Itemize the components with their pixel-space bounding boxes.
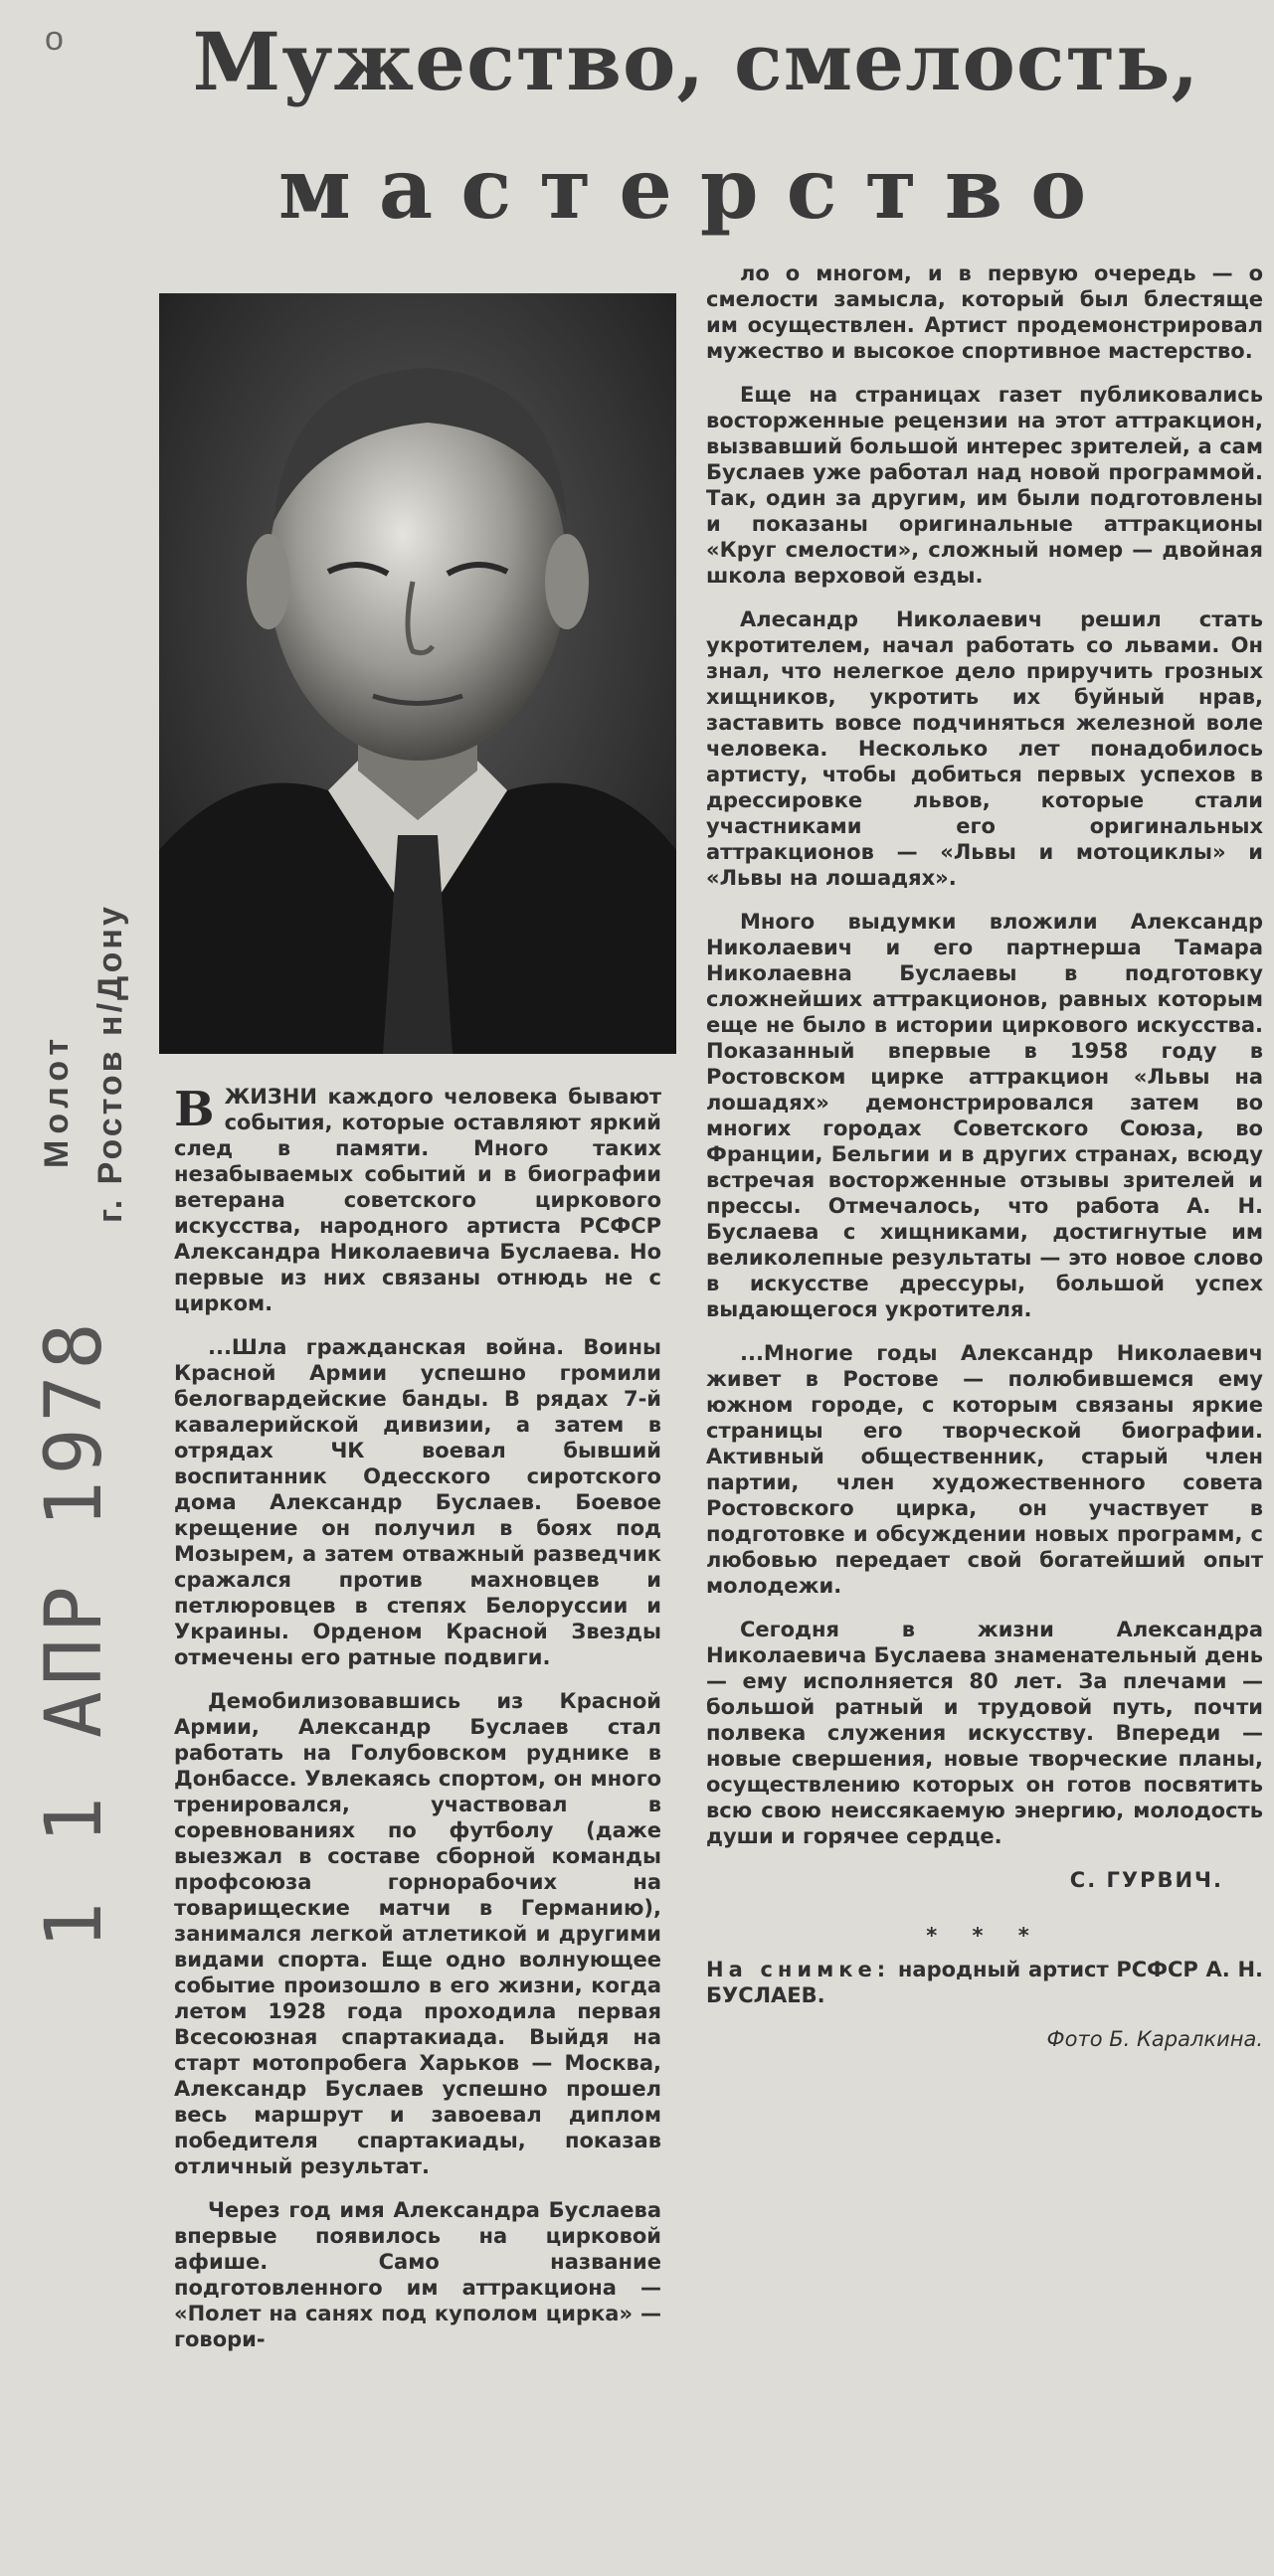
city-stamp: г. Ростов н/Дону: [91, 904, 129, 1223]
separator: * * *: [926, 1924, 1043, 1948]
paragraph-text: ЖИЗНИ каждого человека бывают события, которые оставляют яркий след в памяти. Много таких незабываемых событий и в биографии ветерана советского циркового искусства, народного артиста РСФСР Александра Николаевича Буслаева. Но первые из них связаны отнюдь не с цирком.: [174, 1085, 661, 1315]
caption-text: народный артист РСФСР А. Н. БУСЛАЕВ.: [706, 1958, 1264, 2007]
photo-caption: [706, 1957, 1263, 2008]
dropcap: В: [174, 1082, 215, 1137]
headline-line-1: Мужество, смелость,: [192, 15, 1200, 108]
article-paragraph: ...Шла гражданская война. Воины Красной Армии успешно громили белогвардейские банды. В рядах 7-й кавалерийской дивизии, а затем в отрядах ЧК воевал бывший воспитанник Одесского сиротского дома Александр Буслаев. Боевое крещение он получил в боях под Мозырем, а затем отважный разведчик сражался против махновцев и петлюровцев в степях Белоруссии и Украины. Орденом Красной Звезды отмечены его ратные подвиги.: [174, 1335, 661, 1669]
article-column-right: [706, 260, 1263, 2070]
article-paragraph: Алесандр Николаевич решил стать укротителем, начал работать со львами. Он знал, что нелегкое дело приручить грозных хищников, укротить их буйный нрав, заставить вовсе подчиняться железной воле человека. Несколько лет понадобилось артисту, чтобы добиться первых успехов в дрессировке львов, которые стали участниками его оригинальных аттракционов — «Львы и мотоциклы» и «Львы на лошадях».: [706, 607, 1263, 890]
article-paragraph: Демобилизовавшись из Красной Армии, Александр Буслаев стал работать на Голубовском руднике в Донбассе. Увлекаясь спортом, он много тренировался, участвовал в соревнованиях по футболу (даже выезжал в составе сборной команды профсоюза горнорабочих на товарищеские матчи в Германию), занимался легкой атлетикой и другими видами спорта. Еще одно волнующее событие произошло в его жизни, когда летом 1928 года проходила первая Всесоюзная спартакиада. Выйдя на старт мотопробега Харьков — Москва, Александр Буслаев успешно прошел весь маршрут и завоевал диплом победителя спартакиады, показав отличный результат.: [174, 1689, 661, 2178]
article-paragraph: Много выдумки вложили Александр Николаевич и его партнерша Тамара Николаевна Буслаевы в подготовку сложнейших аттракционов, равных которым еще не было в истории циркового искусства. Показанный впервые в 1958 году в Ростовском цирке аттракцион «Львы на лошадях» демонстрировался затем во многих городах Советского Союза, во Франции, Бельгии и в других странах, всюду встречая восторженные отзывы зрителей и прессы. Отмечалось, что работа А. Н. Буслаева с хищниками, достигнутые им великолепные результаты — это новое слово в искусстве дрессуры, большой успех выдающегося укротителя.: [706, 910, 1263, 1321]
article-paragraph: ло о многом, и в первую очередь — о смелости замысла, который был блестяще им осуществлен. Артист продемонстрировал мужество и высокое спортивное мастерство.: [706, 261, 1263, 363]
article-paragraph: Сегодня в жизни Александра Николаевича Буслаева знаменательный день — ему исполняется 80 лет. За плечами — большой ратный и трудовой путь, почти полвека служения искусству. Впереди — новые свершения, новые творческие планы, осуществлению которых он готов посвятить всю свою неиссякаемую энергию, молодость души и горячее сердце.: [706, 1618, 1263, 1848]
portrait-photo: [159, 293, 676, 1054]
caption-prefix: На снимке:: [706, 1958, 891, 1981]
article-paragraph: ...Многие годы Александр Николаевич живет в Ростове — полюбившемся ему южном городе, с которым связаны яркие страницы его творческой биографии. Активный общественник, старый член партии, член художественного совета Ростовского цирка, он участвует в подготовке и обсуждении новых программ, с любовью передает свой богатейший опыт молодежи.: [706, 1341, 1263, 1598]
corner-mark: о: [45, 20, 64, 58]
date-stamp: 1 1 АПР 1978: [30, 1316, 119, 1949]
article-paragraph: Через год имя Александра Буслаева впервые появилось на цирковой афише. Само название подготовленного им аттракциона — «Полет на санях под куполом цирка» — говори-: [174, 2198, 661, 2351]
article-column-left: [174, 1084, 661, 2370]
newspaper-name-stamp: Молот: [38, 1033, 76, 1168]
portrait-illustration: [159, 293, 676, 1054]
article-paragraph: [174, 1084, 661, 1316]
author-signature: С. ГУРВИЧ.: [1069, 1868, 1223, 1892]
photo-credit: Фото Б. Каралкина.: [1046, 2027, 1263, 2051]
article-paragraph: Еще на страницах газет публиковались восторженные рецензии на этот аттракцион, вызвавший большой интерес зрителей, а сам Буслаев уже работал над новой программой. Так, один за другим, им были подготовлены и показаны оригинальные аттракционы «Круг смелости», сложный номер — двойная школа верховой езды.: [706, 383, 1263, 588]
headline-line-2: мастерство: [277, 139, 1115, 238]
